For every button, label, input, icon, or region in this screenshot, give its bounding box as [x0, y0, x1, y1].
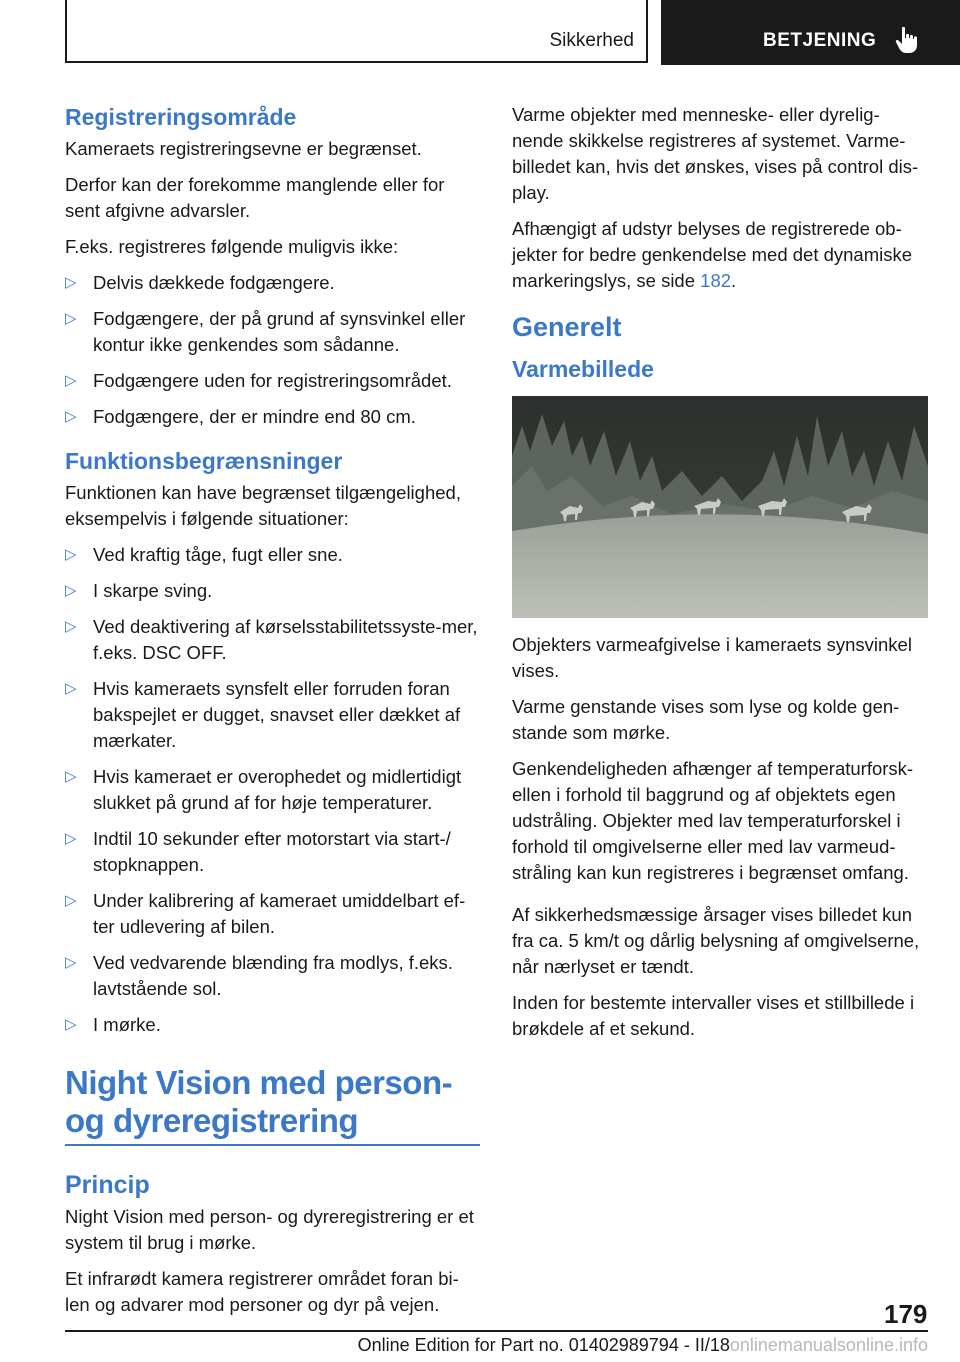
footer-edition: Online Edition for Part no. 01402989794 - II/18onlinemanualsonline.info: [357, 1335, 928, 1355]
list-item: ▷ Ved deaktivering af kørselsstabilitetssyste-mer, f.eks. DSC OFF.: [65, 616, 478, 663]
paragraph: Inden for bestemte intervaller vises et stillbillede i brøkdele af et sekund.: [512, 992, 915, 1039]
list-item: ▷ Ved kraftig tåge, fugt eller sne.: [65, 542, 480, 568]
chapter-tab: [661, 0, 960, 65]
paragraph: Genkendeligheden afhænger af temperaturforsk-ellen i forhold til baggrund og af objektets egen udstråling. Objekter med lav temperaturforskel i forhold til omgivelserne eller med lav varmeud-stråling kan kun registreres i begrænset omfang.: [512, 758, 914, 883]
thermal-image: [512, 396, 928, 618]
pointing-hand-icon: [895, 26, 921, 54]
chapter-heading-block: [65, 1064, 480, 1146]
footer-divider: [65, 1330, 928, 1332]
paragraph: Et infrarødt kamera registrerer området foran bi-len og advarer mod personer og dyr på vejen.: [65, 1268, 459, 1315]
triangle-bullet-icon: ▷: [65, 830, 77, 847]
list-item: ▷ Hvis kameraet er overophedet og midlertidigt slukket på grund af for høje temperaturer.: [65, 766, 462, 813]
list-item: ▷ Under kalibrering af kameraet umiddelbart ef-ter udlevering af bilen.: [65, 890, 466, 937]
list-item: ▷ I skarpe sving.: [65, 578, 480, 604]
triangle-bullet-icon: ▷: [65, 768, 77, 785]
triangle-bullet-icon: ▷: [65, 618, 77, 635]
principle-heading: Princip: [65, 1171, 150, 1199]
triangle-bullet-icon: ▷: [65, 546, 77, 563]
chapter-title: BETJENING: [763, 30, 877, 51]
list-item: ▷ Delvis dækkede fodgængere.: [65, 270, 480, 296]
triangle-bullet-icon: ▷: [65, 680, 77, 697]
night-vision-title: Night Vision med person-og dyreregistrering: [65, 1064, 453, 1139]
thermal-image-heading: Varmebillede: [512, 356, 654, 382]
registration-list: [65, 270, 480, 430]
paragraph: Kameraets registreringsevne er begrænset.: [65, 138, 422, 159]
triangle-bullet-icon: ▷: [65, 582, 77, 599]
triangle-bullet-icon: ▷: [65, 408, 77, 425]
page-number: 179: [884, 1299, 928, 1329]
list-item: ▷ Ved vedvarende blænding fra modlys, f.eks. lavtstående sol.: [65, 952, 453, 999]
paragraph: Af sikkerhedsmæssige årsager vises billedet kun fra ca. 5 km/t og dårlig belysning af omgivelserne, når nærlyset er tændt.: [512, 904, 920, 977]
triangle-bullet-icon: ▷: [65, 310, 77, 327]
list-item: ▷ Fodgængere, der på grund af synsvinkel eller kontur ikke genkendes som sådanne.: [65, 308, 466, 355]
list-item: ▷ Indtil 10 sekunder efter motorstart via start-/ stopknappen.: [65, 828, 451, 875]
paragraph: Funktionen kan have begrænset tilgængelighed, eksempelvis i følgende situationer:: [65, 482, 461, 529]
paragraph: Objekters varmeafgivelse i kameraets synsvinkel vises.: [512, 634, 912, 681]
triangle-bullet-icon: ▷: [65, 372, 77, 389]
list-item: ▷ Fodgængere uden for registreringsområdet.: [65, 368, 480, 394]
paragraph: F.eks. registreres følgende muligvis ikke:: [65, 236, 399, 257]
list-item: ▷ I mørke.: [65, 1012, 480, 1038]
list-item: ▷ Fodgængere, der er mindre end 80 cm.: [65, 404, 480, 430]
left-column: [65, 102, 480, 1328]
page-header: [0, 0, 960, 66]
paragraph: Varme objekter med menneske- eller dyrelig-nende skikkelse registreres af systemet. Varme-billedet kan, hvis det ønskes, vises på control dis-play.: [512, 104, 919, 203]
paragraph: Derfor kan der forekomme manglende eller for sent afgivne advarsler.: [65, 174, 445, 221]
paragraph: Varme genstande vises som lyse og kolde gen-stande som mørke.: [512, 696, 900, 743]
triangle-bullet-icon: ▷: [65, 954, 77, 971]
registration-area-heading: Registreringsområde: [65, 104, 297, 130]
watermark: onlinemanualsonline.info: [729, 1335, 928, 1355]
triangle-bullet-icon: ▷: [65, 1016, 77, 1033]
list-item: ▷ Hvis kameraets synsfelt eller forruden foran bakspejlet er dugget, snavset eller dækket af mærkater.: [65, 678, 461, 751]
general-heading: Generelt: [512, 312, 622, 342]
section-tab: [65, 0, 648, 63]
triangle-bullet-icon: ▷: [65, 274, 77, 291]
page-reference-link[interactable]: 182: [700, 270, 732, 291]
paragraph: Afhængigt af udstyr belyses de registrerede ob-jekter for bedre genkendelse med det dynamiske markeringslys, se side 182.: [512, 218, 913, 291]
right-column: [512, 102, 928, 1052]
limitations-list: [65, 542, 480, 1038]
triangle-bullet-icon: ▷: [65, 892, 77, 909]
limitations-heading: Funktionsbegrænsninger: [65, 448, 343, 474]
paragraph: Night Vision med person- og dyreregistrering er et system til brug i mørke.: [65, 1206, 474, 1253]
section-title: Sikkerhed: [549, 30, 634, 51]
